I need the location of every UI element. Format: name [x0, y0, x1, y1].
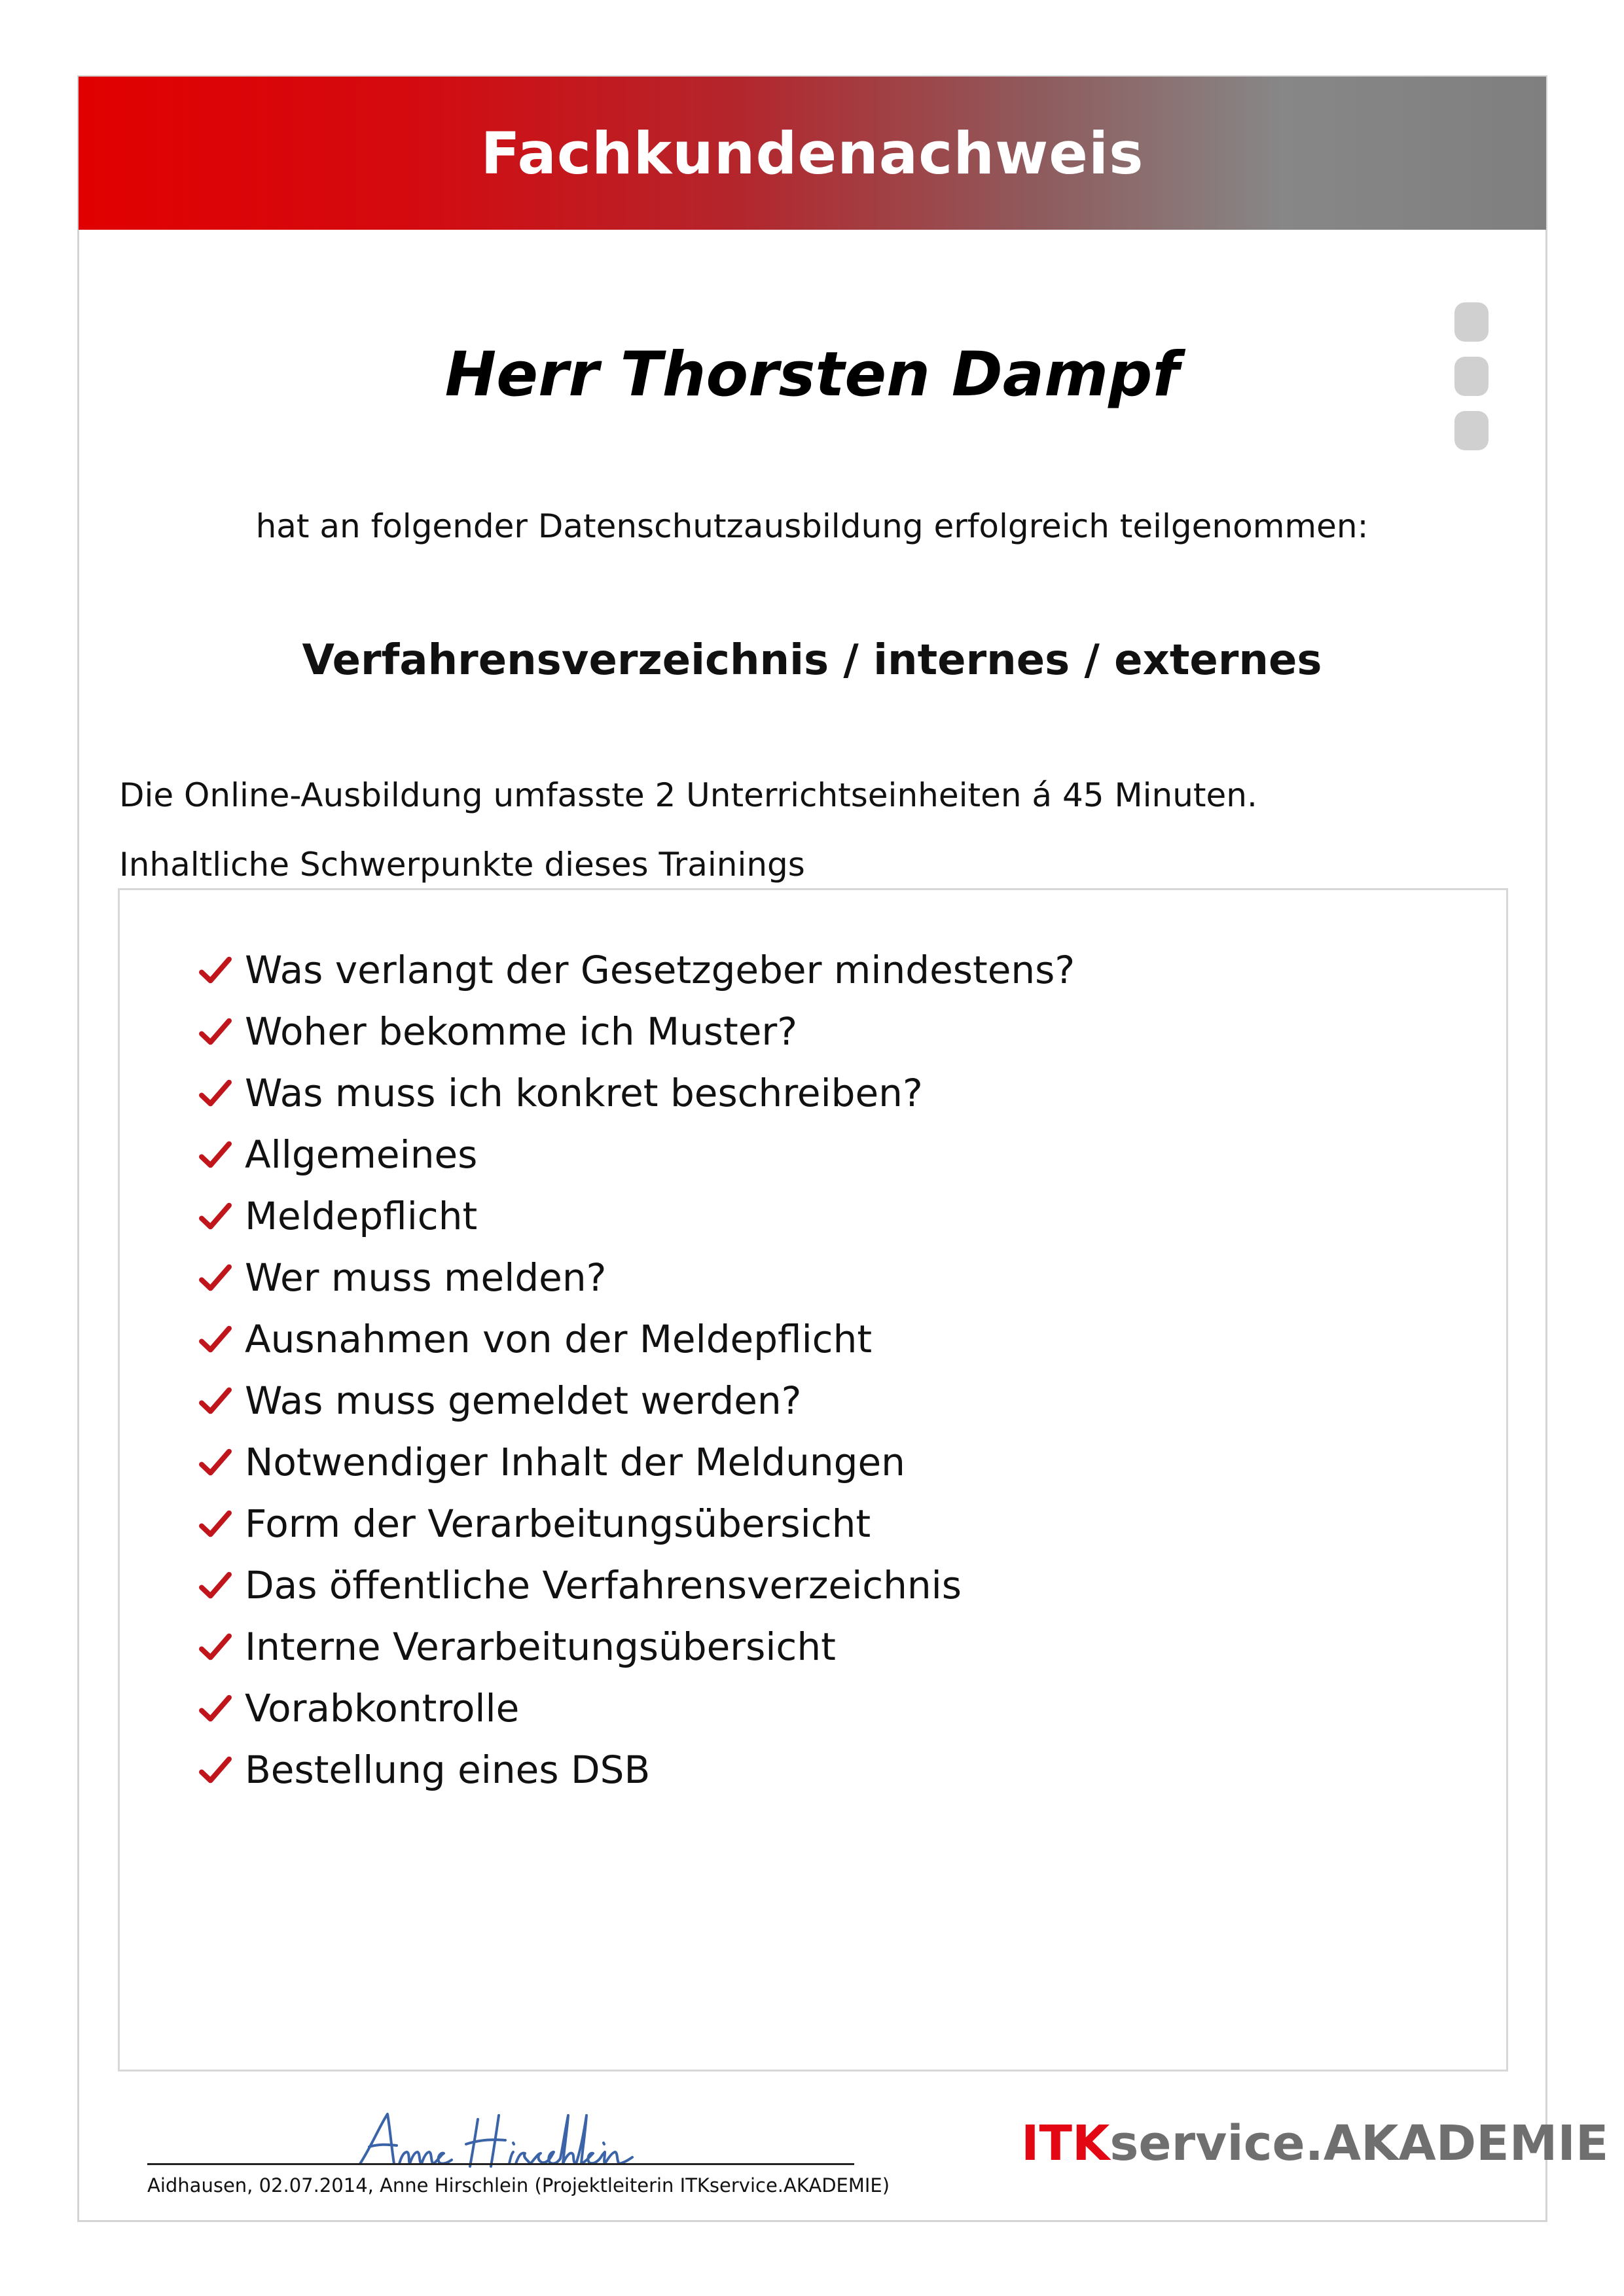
topic-item: [197, 1185, 1075, 1247]
topic-item: [197, 1616, 1075, 1677]
topic-item: [197, 1308, 1075, 1370]
topic-item: [197, 939, 1075, 1001]
topic-label: Allgemeines: [245, 1132, 478, 1177]
topic-item: [197, 1124, 1075, 1185]
topic-label: Ausnahmen von der Meldepflicht: [245, 1317, 873, 1361]
checkmark-icon: [197, 1259, 234, 1296]
topic-label: Was muss gemeldet werden?: [245, 1378, 802, 1423]
topic-label: Was verlangt der Gesetzgeber mindestens?: [245, 948, 1075, 992]
intro-text: hat an folgender Datenschutzausbildung erfolgreich teilgenommen:: [255, 507, 1369, 545]
topic-label: Das öffentliche Verfahrensverzeichnis: [245, 1563, 962, 1607]
checkmark-icon: [197, 1444, 234, 1480]
dot-icon: [1454, 302, 1489, 342]
checkmark-icon: [197, 1690, 234, 1727]
topic-item: [197, 1739, 1075, 1801]
topic-item: [197, 1493, 1075, 1554]
topics-list: [197, 939, 1075, 1801]
topic-label: Bestellung eines DSB: [245, 1748, 651, 1792]
signature-line: [147, 2163, 854, 2165]
brand-logo: [1021, 2115, 1608, 2172]
topic-item: [197, 1431, 1075, 1493]
topic-item: [197, 1247, 1075, 1308]
focus-heading: Inhaltliche Schwerpunkte dieses Trainings: [119, 846, 805, 884]
checkmark-icon: [197, 952, 234, 988]
checkmark-icon: [197, 1198, 234, 1234]
topic-item: [197, 1001, 1075, 1062]
topic-label: Woher bekomme ich Muster?: [245, 1009, 798, 1054]
topics-box: [118, 888, 1508, 2072]
topic-item: [197, 1062, 1075, 1124]
dot-icon: [1454, 411, 1489, 450]
topic-label: Vorabkontrolle: [245, 1686, 520, 1731]
topic-label: Meldepflicht: [245, 1194, 478, 1238]
signature-image: [353, 2106, 655, 2178]
checkmark-icon: [197, 1013, 234, 1050]
checkmark-icon: [197, 1505, 234, 1542]
topic-item: [197, 1554, 1075, 1616]
checkmark-icon: [197, 1567, 234, 1604]
checkmark-icon: [197, 1628, 234, 1665]
topic-label: Wer muss melden?: [245, 1255, 607, 1300]
checkmark-icon: [197, 1136, 234, 1173]
topic-label: Notwendiger Inhalt der Meldungen: [245, 1440, 905, 1484]
course-title: Verfahrensverzeichnis / internes / externes: [302, 636, 1322, 685]
checkmark-icon: [197, 1321, 234, 1357]
topic-label: Was muss ich konkret beschreiben?: [245, 1071, 923, 1115]
header-banner: [79, 77, 1546, 230]
checkmark-icon: [197, 1751, 234, 1788]
topic-item: [197, 1677, 1075, 1739]
brand-suffix: service.AKADEMIE: [1110, 2115, 1609, 2172]
footer-caption: Aidhausen, 02.07.2014, Anne Hirschlein (Projektleiterin ITKservice.AKADEMIE): [147, 2174, 890, 2197]
brand-prefix: ITK: [1021, 2115, 1110, 2172]
duration-text: Die Online-Ausbildung umfasste 2 Unterrichtseinheiten á 45 Minuten.: [119, 776, 1257, 814]
topic-item: [197, 1370, 1075, 1431]
checkmark-icon: [197, 1075, 234, 1111]
topic-label: Interne Verarbeitungsübersicht: [245, 1624, 836, 1669]
topic-label: Form der Verarbeitungsübersicht: [245, 1501, 871, 1546]
page-title: Fachkundenachweis: [480, 119, 1144, 187]
checkmark-icon: [197, 1382, 234, 1419]
recipient-name: Herr Thorsten Dampf: [444, 339, 1180, 410]
